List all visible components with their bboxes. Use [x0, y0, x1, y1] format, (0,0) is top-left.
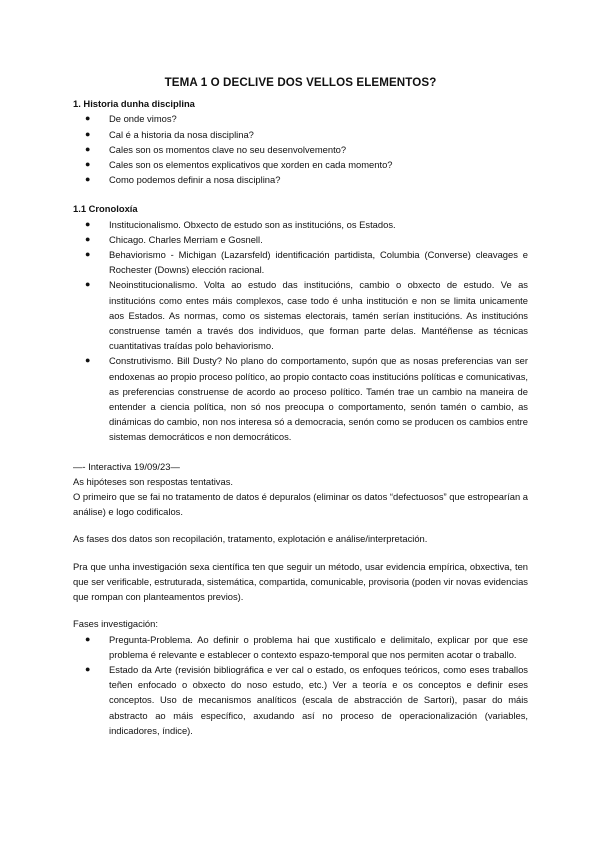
- bullet-icon: ●: [85, 174, 91, 185]
- document-title: TEMA 1 O DECLIVE DOS VELLOS ELEMENTOS?: [164, 76, 437, 89]
- list-item: ● De onde vimos?: [109, 111, 528, 126]
- list-item: ● Neoinstitucionalismo. Volta ao estudo das institucións, cambio o obxecto de estudo. Ve as institucións como entes máis complexos, case todo é unha institución e non se limita unicamente aos Estados. As normas, como os sistemas electorais, tamén serían institucións. As institucións construense tamén a través dos individuos, que forman parte delas. Mantéñense as técnicas cuantitativas traídas polo behaviorismo.: [85, 279, 528, 352]
- bullet-icon: ●: [85, 279, 91, 290]
- history-question-list: [73, 111, 528, 187]
- list-item: ● Cales son os elementos explicativos que xorden en cada momento?: [109, 157, 528, 172]
- document-page: [73, 75, 528, 738]
- chronology-list: [73, 217, 528, 445]
- bullet-icon: ●: [85, 218, 91, 229]
- bullet-icon: ●: [85, 128, 91, 139]
- paragraph-data-phases: As fases dos datos son recopilación, tratamento, explotación e análise/interpretación.: [73, 533, 428, 545]
- paragraph-scientific-method: Pra que unha investigación sexa científica ten que seguir un método, usar evidencia empírica, obxectiva, ten que ser verificable, estruturada, sistemática, compartida, comunicable, provisoria (poden vir novas evidencias que rompan con planteamentos previos).: [73, 560, 528, 603]
- bullet-icon: ●: [85, 143, 91, 154]
- bullet-icon: ●: [85, 355, 91, 366]
- bullet-icon: ●: [85, 249, 91, 260]
- paragraph-hypotheses: As hipóteses son respostas tentativas.: [73, 475, 233, 487]
- bullet-icon: ●: [85, 633, 91, 644]
- list-item: ● Cales son os momentos clave no seu desenvolvemento?: [109, 142, 528, 157]
- list-item: ● Como podemos definir a nosa disciplina?: [109, 172, 528, 187]
- bullet-icon: ●: [85, 159, 91, 170]
- paragraph-data-cleaning: O primeiro que se fai no tratamento de datos é depuralos (eliminar os datos “defectuosos” que estropearían a análise) e logo codificalos.: [73, 491, 528, 518]
- bullet-icon: ●: [85, 233, 91, 244]
- list-item: ● Estado da Arte (revisión bibliográfica e ver cal o estado, os enfoques teóricos, como eses traballos teñen enfocado o obxecto do noso estudo, etc.) Ver a teoría e os conceptos e definir eses conceptos. Uso de mecanismos analíticos (escala de abstracción de Sartori), pasar do máis abstracto ao máis específico, axudando así no proceso de operacionalización (variables, indicadores, índice).: [85, 663, 528, 736]
- research-phases-list: [73, 632, 528, 738]
- interactive-session-marker: —- Interactiva 19/09/23—: [73, 460, 180, 472]
- section-heading-history: 1. Historia dunha disciplina: [73, 98, 195, 110]
- list-item: ● Construtivismo. Bill Dusty? No plano do comportamento, supón que as nosas preferencias van ser endoxenas ao propio proceso político, ao propio contacto coas institucións políticas e comunicativas, as preferencias construense de acordo ao proceso político. Tamén trae un cambio na maneira de entender a ciencia política, non só nos preocupa o comportamento, senón tamén o cambio, as dinámicas do cambio, non nos interesa só a democracia, senón como se producen os cambios entre sistemas democráticos e non democráticos.: [85, 355, 528, 443]
- bullet-icon: ●: [85, 113, 91, 124]
- bullet-icon: ●: [85, 663, 91, 674]
- list-item: ● Chicago. Charles Merriam e Gosnell.: [109, 232, 528, 247]
- list-item: ● Cal é a historia da nosa disciplina?: [109, 127, 528, 142]
- list-item: ● Behaviorismo - Michigan (Lazarsfeld) identificación partidista, Columbia (Converse) cleavages e Rochester (Downs) elección racional.: [85, 249, 528, 276]
- phases-heading: Fases investigación:: [73, 618, 158, 630]
- section-heading-chronology: 1.1 Cronoloxía: [73, 203, 138, 215]
- list-item: ● Institucionalismo. Obxecto de estudo son as institucións, os Estados.: [109, 217, 528, 232]
- list-item: ● Pregunta-Problema. Ao definir o problema hai que xustificalo e delimitalo, explicar por que ese problema é relevante e establecer o contexto espazo-temporal que nos permiten acotar o traballo.: [85, 633, 528, 660]
